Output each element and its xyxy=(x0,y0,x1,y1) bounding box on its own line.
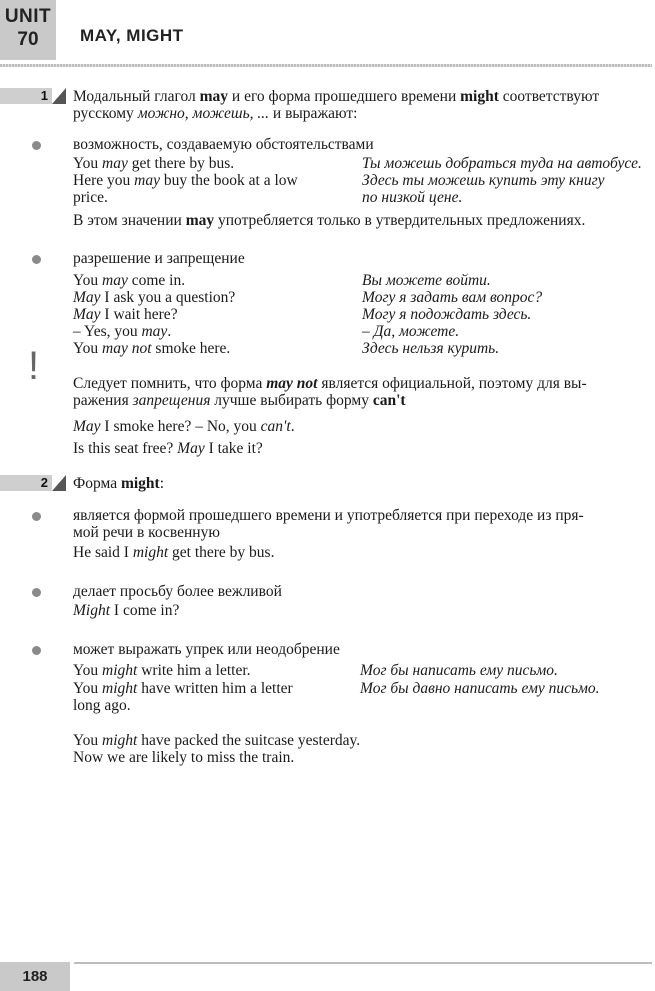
example-ru: – Да, можете. xyxy=(362,323,460,340)
example-ru: Ты можешь добраться туда на автобусе. xyxy=(362,155,642,172)
bullet1-heading: возможность, создаваемую обстоятельствами xyxy=(73,136,374,153)
unit-number: 70 xyxy=(17,29,39,50)
example-ru: Могу я подождать здесь. xyxy=(362,306,532,323)
page-number: 188 xyxy=(0,962,70,991)
bullet-text: является формой прошедшего времени и употребляется при переходе из пря- мой речи в косвенную xyxy=(73,507,584,541)
note-text: Следует помнить, что форма may not является официальной, поэтому для вы- ражения запрещения лучше выбирать форму can't xyxy=(73,375,587,409)
example-en: May I ask you a question? xyxy=(73,289,236,306)
note-example: Is this seat free? May I take it? xyxy=(73,440,263,457)
example-en: You may not smoke here. xyxy=(73,340,231,357)
section1-marker-icon xyxy=(52,88,66,104)
bullet-icon xyxy=(32,512,41,521)
unit-label: UNIT xyxy=(4,6,52,27)
bullet-icon xyxy=(32,588,41,597)
bullet-icon xyxy=(32,255,41,264)
exclamation-icon: ! xyxy=(28,344,40,388)
unit-badge xyxy=(0,0,56,60)
example-ru: Вы можете войти. xyxy=(362,272,491,289)
example-ru: Здесь ты можешь купить эту книгу по низкой цене. xyxy=(362,172,605,206)
footer-rule xyxy=(74,962,652,964)
example-ru: Могу я задать вам вопрос? xyxy=(362,289,543,306)
example-en: – Yes, you may. xyxy=(73,323,172,340)
unit-title: MAY, MIGHT xyxy=(80,26,184,45)
bullet-icon xyxy=(32,141,41,150)
bullet-heading: может выражать упрек или неодобрение xyxy=(73,641,340,658)
example-ru: Мог бы написать ему письмо. xyxy=(360,662,558,679)
example-en: Might I come in? xyxy=(73,602,180,619)
example-ru: Здесь нельзя курить. xyxy=(362,340,500,357)
bullet-heading: делает просьбу более вежливой xyxy=(73,583,282,600)
example-en: You might write him a letter. xyxy=(73,662,251,679)
section1-number-bar xyxy=(0,88,52,104)
section2-intro: Форма might: xyxy=(73,475,165,492)
example-en: May I wait here? xyxy=(73,306,178,323)
example-en: You might have packed the suitcase yesterday. Now we are likely to miss the train. xyxy=(73,732,361,766)
note-example: May I smoke here? – No, you can't. xyxy=(73,418,295,435)
usage-note: В этом значении may употребляется только в утвердительных предложениях. xyxy=(73,212,586,229)
header-rule xyxy=(0,64,652,67)
example-ru: Мог бы давно написать ему письмо. xyxy=(360,680,600,697)
section1-intro: Модальный глагол may и его форма прошедшего времени might соответствуют русскому можно, можешь, ... и выражают: xyxy=(73,88,600,122)
example-en: He said I might get there by bus. xyxy=(73,544,275,561)
bullet-icon xyxy=(32,646,41,655)
example-en: You may get there by bus. xyxy=(73,155,235,172)
example-en: Here you may buy the book at a low price. xyxy=(73,172,298,206)
section2-marker-icon xyxy=(52,475,66,491)
section2-number: 2 xyxy=(40,475,48,490)
section1-number: 1 xyxy=(40,88,48,103)
example-en: You might have written him a letter long ago. xyxy=(73,680,293,714)
section2-number-bar xyxy=(0,475,52,491)
bullet2-heading: разрешение и запрещение xyxy=(73,250,245,267)
example-en: You may come in. xyxy=(73,272,186,289)
